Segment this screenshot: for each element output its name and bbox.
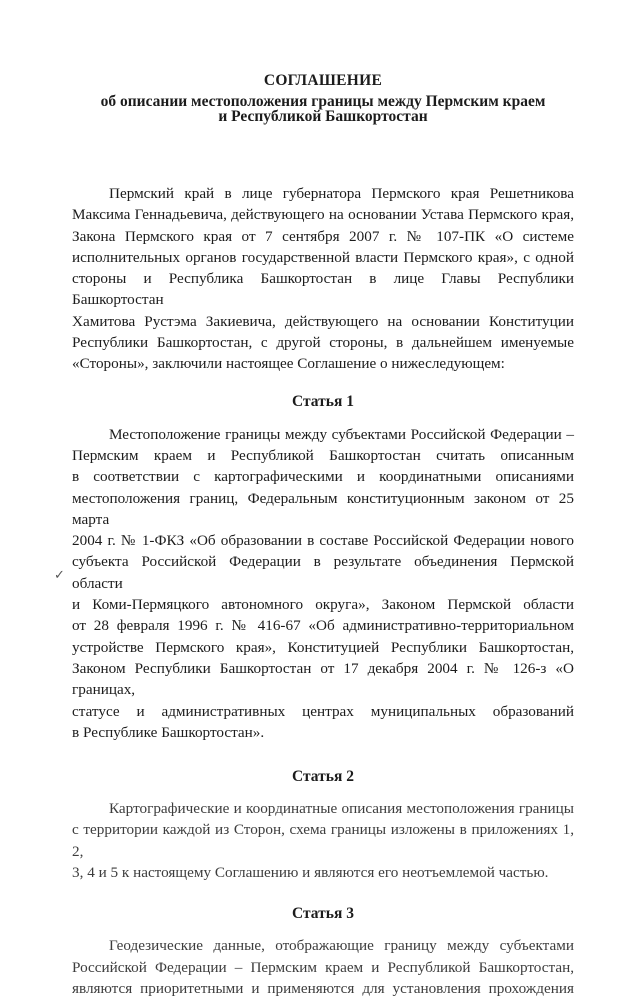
text-line: 3, 4 и 5 к настоящему Соглашению и являются его неотъемлемой частью.	[72, 864, 549, 882]
text-line: являются приоритетными и применяются для установления прохождения	[72, 979, 574, 997]
text-line: исполнительных органов государственной власти Пермского края», с одной	[72, 248, 574, 266]
text-line: в соответствии с картографическими и координатными описаниями	[72, 468, 574, 486]
text-line: Максима Геннадьевича, действующего на основании Устава Пермского края,	[72, 206, 574, 224]
article-2-heading: Статья 2	[292, 768, 354, 786]
text-line: «Стороны», заключили настоящее Соглашение о нижеследующем:	[72, 355, 505, 373]
subtitle-line: об описании местоположения границы между Пермским краем	[100, 93, 546, 110]
text-line: местоположения границ, Федеральным конституционным законом от 25 марта	[72, 489, 574, 528]
text-line: Геодезические данные, отображающие границу между субъектами	[109, 937, 574, 955]
text-line: Законом Республики Башкортостан от 17 декабря 2004 г. № 126-з «О границах,	[72, 659, 574, 699]
text-line: Республики Башкортостан, с другой стороны, в дальнейшем именуемые	[72, 334, 574, 352]
text-line: в Республике Башкортостан».	[72, 723, 265, 741]
text-line: с территории каждой из Сторон, схема границы изложены в приложениях 1, 2,	[72, 821, 574, 860]
text-line: стороны и Республика Башкортостан в лице Главы Республики Башкортостан	[72, 270, 574, 309]
text-line: Картографические и координатные описания местоположения границы	[109, 800, 574, 818]
article-1-body	[72, 424, 574, 743]
text-line: Пермский край в лице губернатора Пермского края Решетникова	[109, 185, 574, 202]
subtitle-line: и Республикой Башкортостан	[218, 108, 428, 125]
document-title: СОГЛАШЕНИЕ	[263, 72, 383, 89]
text-line: Хамитова Рустэма Закиевича, действующего на основании Конституции	[72, 312, 574, 330]
article-2-body	[72, 798, 574, 883]
text-line: от 28 февраля 1996 г. № 416-67 «Об административно-территориальном	[72, 617, 574, 635]
margin-check-mark: ✓	[54, 568, 65, 583]
text-line: субъекта Российской Федерации в результате объединения Пермской области	[72, 553, 574, 592]
preamble-paragraph	[72, 183, 574, 375]
text-line: Закона Пермского края от 7 сентября 2007 г. № 107-ПК «О системе	[72, 227, 574, 245]
text-line: устройстве Пермского края», Конституцией Республики Башкортостан,	[72, 638, 574, 656]
text-line: Местоположение границы между субъектами Российской Федерации –	[109, 425, 574, 443]
article-1-heading: Статья 1	[292, 392, 354, 410]
text-line: Пермским краем и Республикой Башкортостан считать описанным	[72, 446, 574, 464]
article-3-body	[72, 935, 574, 999]
document-subtitle	[72, 94, 574, 124]
text-line: статусе и административных центрах муниципальных образований	[72, 702, 574, 720]
text-line: Российской Федерации – Пермским краем и Республикой Башкортостан,	[72, 958, 574, 976]
text-line: и Коми-Пермяцкого автономного округа», Законом Пермской области	[72, 596, 574, 614]
text-line: 2004 г. № 1-ФКЗ «Об образовании в составе Российской Федерации нового	[72, 532, 574, 550]
article-3-heading: Статья 3	[292, 905, 354, 923]
